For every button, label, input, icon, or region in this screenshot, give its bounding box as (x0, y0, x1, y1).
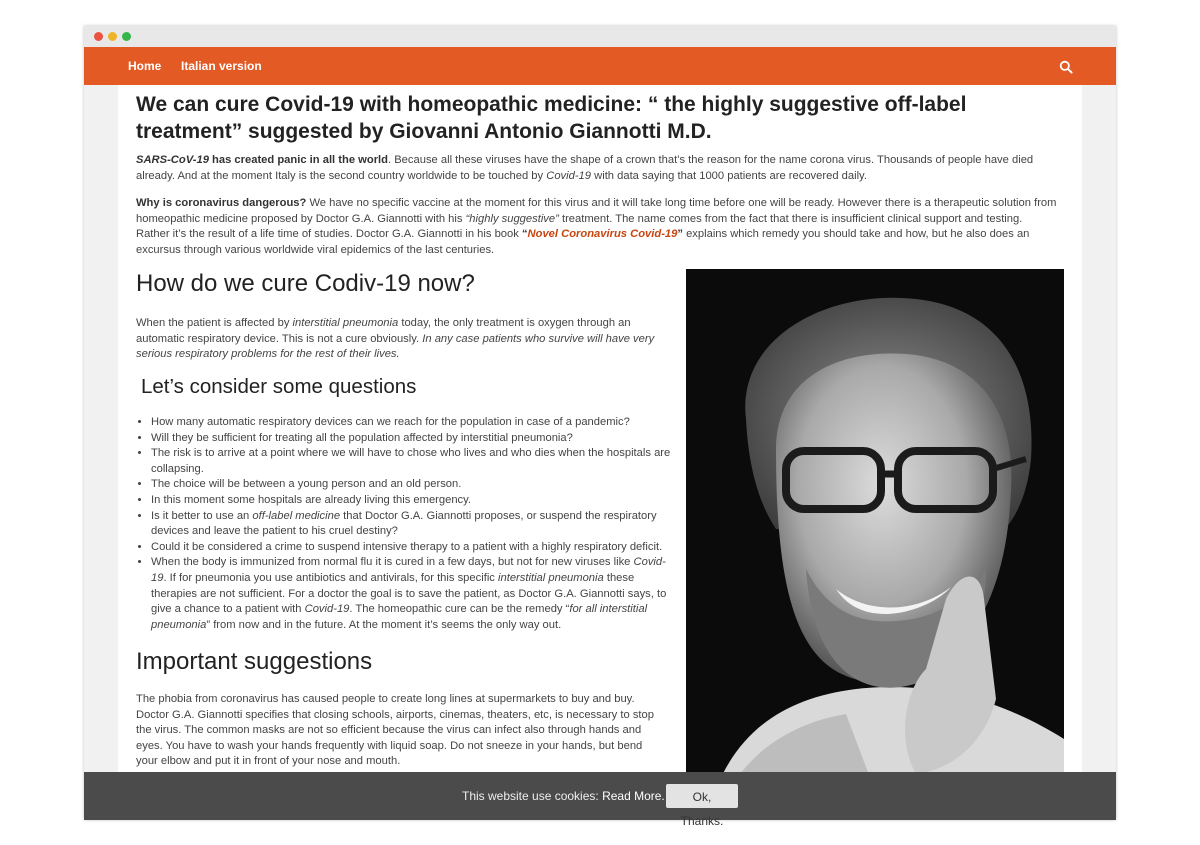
maximize-window-dot[interactable] (122, 32, 131, 41)
intro-bold-text: has created panic in all the world (208, 154, 388, 166)
q8-text-b: . If for pneumonia you use antibiotics and antivirals, for this specific (163, 571, 499, 584)
q8-pneumonia-term: interstitial pneumonia (498, 571, 604, 584)
close-window-dot[interactable] (94, 32, 103, 41)
q6-text-a: Is it better to use an (151, 509, 253, 522)
important-paragraph: The phobia from coronavirus has caused people to create long lines at supermarkets to buy and buy. Doctor G.A. Giannotti specifies that closing schools, airports, cinemas, theaters, etc, is necessary to stop the virus. The common masks are not so efficient because the virus can infect also through hands and eyes. You have to wash your hands frequently with liquid soap. Do not sneeze in your hands, but bend your elbow and put it in front of your nose and mouth. (136, 693, 654, 768)
cure-text-1: When the patient is affected by (136, 317, 293, 329)
interstitial-pneumonia-term: interstitial pneumonia (292, 317, 399, 329)
book-quote-open: “ (521, 228, 528, 241)
minimize-window-dot[interactable] (108, 32, 117, 41)
questions-list (136, 415, 671, 633)
q6-text-b: that Doctor G.A. Giannotti proposes, or suspend the respiratory devices and leave the patient to his cruel destiny? (151, 509, 657, 538)
dangerous-text-1: We have no specific vaccine at the moment for this virus and it will take long time before one will be ready. However there is a therapeutic solution from homeopathic medicine proposed by Doctor G.A. Giannotti with his (136, 197, 1057, 225)
window-titlebar (84, 26, 1116, 47)
question-item (151, 509, 671, 540)
important-heading: Important suggestions (136, 648, 373, 675)
top-navbar (84, 47, 1116, 85)
dangerous-text-3: explains which remedy you should take and how, but he also does an excursus through various worldwide viral epidemics of the last centuries. (136, 228, 1030, 256)
intro-text-2: with data saying that 1000 patients are recovered daily. (591, 169, 867, 182)
cure-italic-note: In any case patients who survive will have very serious respiratory problems for the rest of their lives. (136, 332, 655, 361)
cure-heading: How do we cure Codiv-19 now? (136, 270, 475, 297)
question-item (151, 555, 671, 633)
q8-covid-term-2: Covid-19 (304, 603, 350, 616)
questions-heading: Let’s consider some questions (141, 375, 417, 398)
article-content (118, 85, 1082, 820)
dangerous-paragraph (136, 196, 1058, 258)
question-item: • The risk is to arrive at a point where we will have to chose who lives and who dies when the hospitals are collapsing. (151, 446, 671, 477)
nav-italian-version-link[interactable]: Italian version (181, 59, 262, 73)
intro-paragraph (136, 153, 1058, 184)
q8-text-d: . The homeopathic cure can be the remedy “ (349, 603, 570, 616)
page-title: We can cure Covid-19 with homeopathic medicine: “ the highly suggestive off-label treatment” suggested by Giovanni Antonio Giannotti M.D. (136, 93, 967, 143)
search-icon[interactable] (1059, 60, 1073, 74)
off-label-term: off-label medicine (252, 509, 341, 522)
book-title-link[interactable]: Novel Coronavirus Covid-19 (527, 228, 678, 241)
sars-cov-term: SARS-CoV-19 (136, 154, 209, 166)
cure-paragraph (136, 316, 656, 363)
q8-remedy-quote: for all interstitial pneumonia (151, 603, 648, 631)
dangerous-question: Why is coronavirus dangerous? (136, 197, 307, 209)
cookie-read-more-link[interactable]: Read More. (602, 789, 665, 803)
nav-home-link[interactable]: Home (128, 59, 162, 73)
browser-window (84, 26, 1116, 828)
q8-text-a: When the body is immunized from normal flu it is cured in a few days, but not for new viruses like (151, 556, 634, 569)
covid-term: Covid-19 (546, 169, 592, 182)
question-item: • Will they be sufficient for treating all the population affected by interstitial pneumonia? (151, 431, 671, 447)
dangerous-text-2: treatment. The name comes from the fact that there is insufficient clinical support and testing. Rather it’s the result of a life time of studies. Doctor G.A. Giannotti in his book (136, 212, 1023, 241)
cookie-message (462, 789, 665, 803)
question-item: • The choice will be between a young person and an old person. (151, 477, 671, 493)
portrait-illustration (686, 269, 1064, 820)
cookie-accept-button[interactable]: Ok, Thanks. (666, 784, 738, 808)
question-item: • In this moment some hospitals are already living this emergency. (151, 493, 671, 509)
intro-text-1: . Because all these viruses have the shape of a crown that’s the reason for the name corona virus. Thousands of people have died already. And at the moment Italy is the second country worldwide to be touched by (136, 154, 1034, 182)
q8-covid-term-1: Covid-19 (151, 556, 666, 584)
q8-text-e: ” from now and in the future. At the moment it’s seems the only way out. (206, 618, 562, 631)
cookie-text: This website use cookies: (462, 789, 603, 803)
question-item: • How many automatic respiratory devices can we reach for the population in case of a pandemic? (151, 415, 671, 431)
cure-text-2: today, the only treatment is oxygen through an automatic respiratory device. This is not a cure obviously. (136, 317, 631, 345)
question-item: • Could it be considered a crime to suspend intensive therapy to a patient with a highly respiratory deficit. (151, 540, 671, 556)
q8-text-c: these therapies are not sufficient. For a doctor the goal is to save the patient, as Doctor G.A. Giannotti says, to give a chance to a patient with (151, 571, 667, 616)
cookie-consent-bar (84, 772, 1116, 828)
book-quote-close: ” (677, 228, 683, 241)
doctor-portrait-photo (686, 269, 1064, 820)
highly-suggestive-term: “highly suggestive” (465, 212, 559, 225)
